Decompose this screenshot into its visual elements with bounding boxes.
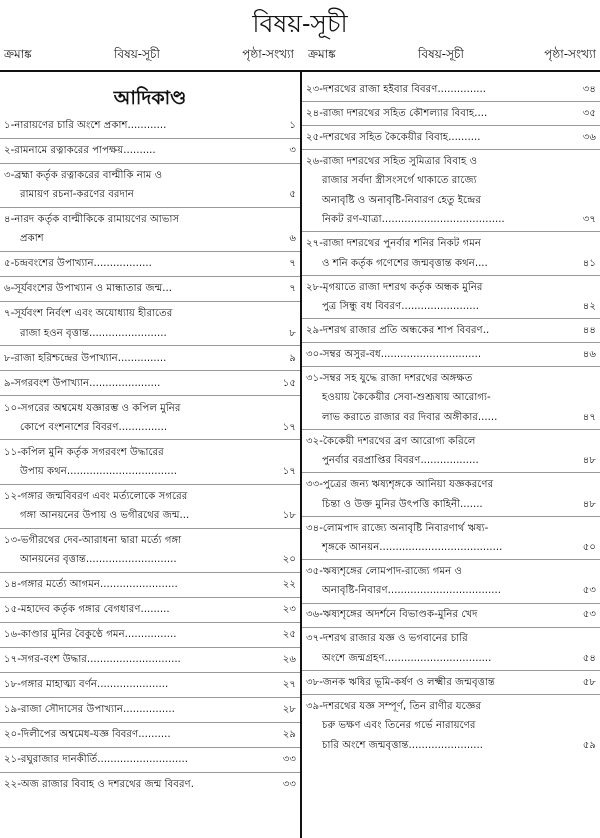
entry-separator [0,528,300,529]
toc-entry-text: ২০-দিলীপের অশ্বমেধ-যজ্ঞ বিবরণ.......... [4,729,171,741]
toc-entry [0,700,300,719]
entry-separator [302,670,600,671]
right-header-subject: বিষয়-সূচী [418,47,464,61]
toc-page-number: ২৯ [282,729,296,741]
toc-page-number: ২০ [282,554,296,566]
toc-entry-text: ২৮-মৃগয়াতে রাজা দশরথ কর্তৃক অন্ধক মুনির [306,281,483,293]
toc-entry-text: নিকট রণ-যাত্রা...................................... [322,214,505,226]
toc-entry-text: চারি অংশে জন্মবৃত্তান্ত....................... [322,739,484,751]
toc-entry [0,254,300,273]
right-header-page: পৃষ্ঠা-সংখ্যা [544,47,596,61]
toc-entry [0,775,300,794]
toc-entry-text: ৩৯-দশরথের যজ্ঞ সম্পূর্ণ, তিন রাণীর যজ্ঞের [306,700,482,712]
toc-entry-text: ৩০-সম্বর অসুর-বধ............................... [306,349,482,360]
toc-entry [0,750,300,769]
entry-separator [0,772,300,773]
toc-page-number: ৪৬ [582,349,596,360]
entry-separator [0,572,300,573]
toc-page-number: ১ [289,120,296,131]
toc-entry-text: ও শনি কর্তৃক গণেশের জন্মবৃত্তান্ত কথন.... [322,257,488,269]
toc-entry-text: প্রকাশ [20,233,44,245]
toc-entry-text: ৩১-সম্বর সহ যুদ্ধে রাজা দশরথের অঙ্গক্ষত [306,373,473,384]
toc-entry-text: চরু ভক্ষণ এবং তিনের গর্ভে নারায়ণের [322,720,476,732]
toc-entry [0,116,300,135]
entry-separator [302,342,600,343]
toc-page-number: ২২ [282,579,296,591]
toc-entry-text: ৩২-কৈকেয়ী দশরথের ব্রণ আরোগ্য করিলে [306,435,476,447]
toc-entry-text: ৬-সূর্যবংশের উপাখ্যান ও মান্ধাতার জন্ম... [4,283,172,295]
toc-page-number: ৫৩ [582,609,596,621]
left-header-subject: বিষয়-সূচী [114,47,160,61]
entry-separator [0,163,300,164]
toc-entry-text: চিন্তা ও উক্ত মুনির উৎপত্তি কাহিনী....... [322,498,483,510]
toc-entry-text: ৩৬-ঋষ্যশৃঙ্গের অদর্শনে বিভাণ্ডক-মুনির খেদ [306,609,478,621]
toc-page-number: ১৮ [282,510,296,522]
toc-page-number: ৪৮ [582,455,596,467]
toc-entry-text: রাজার সর্বদা স্ত্রীসংসর্গে থাকাতে রাজ্যে [322,175,477,187]
toc-entry-text: ২৭-রাজা দশরথের পুনর্বার শনির নিকট গমন [306,238,481,250]
toc-entry-text: ১৪-গঙ্গার মর্ত্যে আগমন........................ [4,579,178,591]
entry-separator [0,439,300,440]
toc-page-number: ৫ [289,189,296,201]
toc-page-number: ৭ [289,283,296,295]
entry-separator [0,345,300,346]
toc-entry [0,625,300,644]
toc-page-number: ৪৪ [582,325,596,336]
toc-entry [302,562,600,601]
toc-page-number: ১৭ [282,465,296,477]
toc-entry [302,345,600,364]
toc-entry-text: গঙ্গা আনয়নের উপায় ও ভগীরথের জন্ম... [20,510,190,522]
left-column-header [0,46,300,64]
entry-separator [0,207,300,208]
entry-separator [302,275,600,276]
toc-entry-text: লাভ করাতে রাজার বর দিবার অঙ্গীকার...... [322,411,498,423]
toc-page-number: ৫৮ [582,676,596,688]
toc-entry-text: ২২-অজ রাজার বিবাহ ও দশরথের জন্ম বিবরণ. [4,779,194,791]
toc-page-number: ৭ [289,258,296,270]
entry-separator [302,694,600,695]
page-title: বিষয়-সূচী [252,9,348,38]
toc-entry-text: ১০-সগরের অশ্বমেধ যজ্ঞারম্ভ ও কপিল মুনির [4,402,181,414]
entry-separator [0,301,300,302]
toc-entry [0,531,300,569]
toc-entry [0,650,300,669]
toc-page-number: ৪৭ [582,411,596,423]
entry-separator [302,231,600,232]
toc-entry-text: অংশে জন্মগ্রহণ................................. [322,652,492,664]
toc-page-number: ৮ [289,327,296,339]
toc-entry [0,141,300,160]
entry-separator [302,516,600,517]
toc-page-number: ৩৭ [582,214,596,226]
toc-page-number: ৯ [289,352,296,364]
toc-entry-text: ৩৩-পুত্রের জন্য ঋষ্যশৃঙ্গকে আনিয়া যজ্ঞকরণের [306,479,494,491]
toc-entry-text: ৫-চন্দ্রবংশের উপাখ্যান.................. [4,258,152,270]
toc-entry [302,104,600,123]
toc-entry [302,152,600,230]
toc-entry-text: ৩৫-ঋষ্যশৃঙ্গের লোমপাদ-রাজ্যে গমন ও [306,566,462,577]
entry-separator [302,366,600,367]
toc-entry [302,519,600,558]
toc-entry-text: ১৮-গঙ্গার মাহাত্ম্য বর্ণন...................... [4,679,169,691]
toc-page-number: ৩ [289,145,296,156]
left-header-serial: ক্রমাঙ্ক [4,47,32,61]
toc-entry-text: পুত্র সিন্ধু বধ বিবরণ........................ [322,300,479,312]
toc-page-number: ৫৩ [582,585,596,597]
toc-entry-text: অনাবৃষ্টি-নিবারণ................................... [322,585,501,597]
toc-entry [0,675,300,694]
toc-entry-text: ১-নারায়ণের চারি অংশে প্রকাশ............ [4,120,167,131]
toc-page-number: ৫০ [582,541,596,553]
toc-page-number: ৫৯ [582,739,596,751]
toc-entry-text: ১২-গঙ্গার জন্মবিবরণ এবং মর্ত্যলোকে সগরের [4,491,188,502]
entry-separator [302,603,600,604]
toc-page-number: ৪১ [582,257,596,269]
entry-separator [0,747,300,748]
toc-entry-text: ১৩-ভগীরথের দেব-আরাধনা দ্বারা মর্ত্যে গঙ্গা [4,535,182,547]
toc-entry [302,697,600,755]
toc-entry-text: উপায় কথন.................................. [20,465,177,477]
entry-separator [302,559,600,560]
entry-separator [302,125,600,126]
toc-entry [0,725,300,744]
entry-separator [0,722,300,723]
toc-page-number: ৪২ [582,300,596,312]
toc-entry-text: ৯-সগরবংশ উপাখ্যান...................... [4,377,161,389]
toc-entry [0,166,300,204]
toc-page-number: ২৩ [282,604,296,616]
toc-page-number: ২৭ [282,679,296,691]
toc-entry [302,475,600,514]
toc-entry [302,278,600,317]
toc-entry-text: ৩৪-লোমপাদ রাজ্যে অনাবৃষ্টি নিবারণার্থ ঋষ্য- [306,522,489,534]
toc-page-number: ১৭ [282,421,296,433]
toc-entry [0,575,300,594]
toc-entry [0,210,300,248]
right-header-serial: ক্রমাঙ্ক [308,47,336,61]
toc-entry [302,605,600,624]
toc-entry-text: ২৩-দশরথের রাজা হইবার বিবরণ............... [306,84,487,95]
entry-separator [0,251,300,252]
toc-entry-text: ২৬-রাজা দশরথের সহিত সুমিত্রার বিবাহ ও [306,156,478,167]
toc-entry-text: ৩৮-জনক ঋষির ভূমি-কর্ষণ ও লক্ষ্মীর জন্মবৃত্তান্ত [306,676,495,688]
entry-separator [0,370,300,371]
toc-entry [302,321,600,340]
toc-entry [302,80,600,99]
toc-entry-text: পুনর্বার বরপ্রাপ্তির বিবরণ.................. [322,455,479,467]
toc-entry-text: ২৯-দশরথ রাজার প্রতি অন্ধকের শাপ বিবরণ.. [306,325,490,336]
toc-page-number: ৩৩ [282,779,296,791]
toc-page-number: ৬ [289,233,296,245]
toc-page-number: ৩৩ [282,754,296,766]
toc-entry-text: শৃঙ্গকে আনয়ন...................................... [322,541,503,553]
toc-entry [0,304,300,342]
toc-entry-text: রাজা হওন বৃত্তান্ত........................ [20,327,167,339]
toc-entry-text: আনয়নের বৃত্তান্ত............................ [20,554,177,566]
toc-entry [0,279,300,298]
toc-entry-text: ২৫-দশরথের সহিত কৈকেয়ীর বিবাহ.......... [306,132,481,143]
toc-page-number: ২৫ [282,629,296,641]
toc-entry [0,487,300,525]
toc-entry [302,673,600,692]
toc-page-number: ১৫ [282,377,296,389]
toc-entry-text: ৩-ব্রহ্মা কর্তৃক রত্নাকরের বাল্মীকি নাম ও [4,170,163,181]
entry-separator [0,672,300,673]
toc-entry [302,629,600,668]
toc-page-number: ২৬ [282,654,296,666]
entry-separator [302,318,600,319]
entry-separator [0,395,300,396]
toc-entry-text: ২-রামনামে রত্নাকরের পাপক্ষয়.......... [4,145,156,156]
entry-separator [0,597,300,598]
toc-page-number: ৫৪ [582,652,596,664]
entry-separator [0,647,300,648]
toc-entry [302,234,600,273]
entry-separator [302,429,600,430]
toc-entry-text: ২১-রঘুরাজার দানকীর্তি............................ [4,754,188,766]
toc-entry-text: ১৯-রাজা সৌদাসের উপাখ্যান................ [4,704,175,716]
entry-separator [302,627,600,628]
toc-entry-text: ১১-কপিল মুনি কর্তৃক সগরবংশ উদ্ধারের [4,446,164,458]
entry-separator [0,697,300,698]
toc-entry [302,369,600,427]
toc-entry-text: ৩৭-দশরথ রাজার যজ্ঞ ও ভগবানের চারি [306,633,468,645]
toc-page-number: ৩৫ [582,108,596,119]
toc-entry-text: ৮-রাজা হরিশ্চন্দ্রের উপাখ্যান............... [4,352,167,364]
right-column [302,78,600,838]
right-column-header [306,46,600,64]
entry-separator [0,138,300,139]
toc-page-number: ২৮ [282,704,296,716]
left-header-page: পৃষ্ঠা-সংখ্যা [242,47,294,61]
toc-page-number: ৩৬ [582,132,596,143]
entry-separator [302,149,600,150]
toc-page-number: ৪৮ [582,498,596,510]
toc-entry-text: ২৪-রাজা দশরথের সহিত কৌশল্যার বিবাহ.... [306,108,488,119]
toc-entry-text: ১৭-সগর-বংশ উদ্ধার............................. [4,654,181,666]
toc-entry-text: হওয়ায় কৈকেয়ীর সেবা-শুশ্রূষায় আরোগ্য- [322,392,491,404]
toc-entry [0,349,300,368]
toc-entry-text: রামায়ণ রচনা-করণের বরদান [20,189,134,201]
toc-entry-text: ৭-সূর্যবংশ নির্বংশ এবং অযোধ্যায় হীরাতের [4,308,173,320]
toc-entry-text: অনাবৃষ্টি ও অনাবৃষ্টি-নিবারণ হেতু ইন্দ্রের [322,194,481,206]
toc-entry-text: ৪-নারদ কর্তৃক বাল্মীকিকে রামায়ণের আভাস [4,214,180,226]
toc-entry-text: কোপে বংশনাশের বিবরণ............... [20,421,168,433]
toc-entry [0,374,300,393]
entry-separator [302,472,600,473]
toc-entry [302,128,600,147]
toc-entry [0,443,300,481]
entry-separator [0,622,300,623]
toc-page-number: ৩৪ [582,84,596,95]
entry-separator [0,276,300,277]
left-column [0,78,300,838]
toc-entry [0,600,300,619]
toc-entry-text: ১৬-কাণ্ডার মুনির বৈকুণ্ঠে গমন................ [4,629,177,641]
section-title: আদিকাণ্ড [113,87,187,109]
entry-separator [0,484,300,485]
entry-separator [302,101,600,102]
toc-entry [0,399,300,437]
toc-entry [302,432,600,471]
toc-entry-text: ১৫-মহাদেব কর্তৃক গঙ্গার বেগধারণ......... [4,604,170,616]
